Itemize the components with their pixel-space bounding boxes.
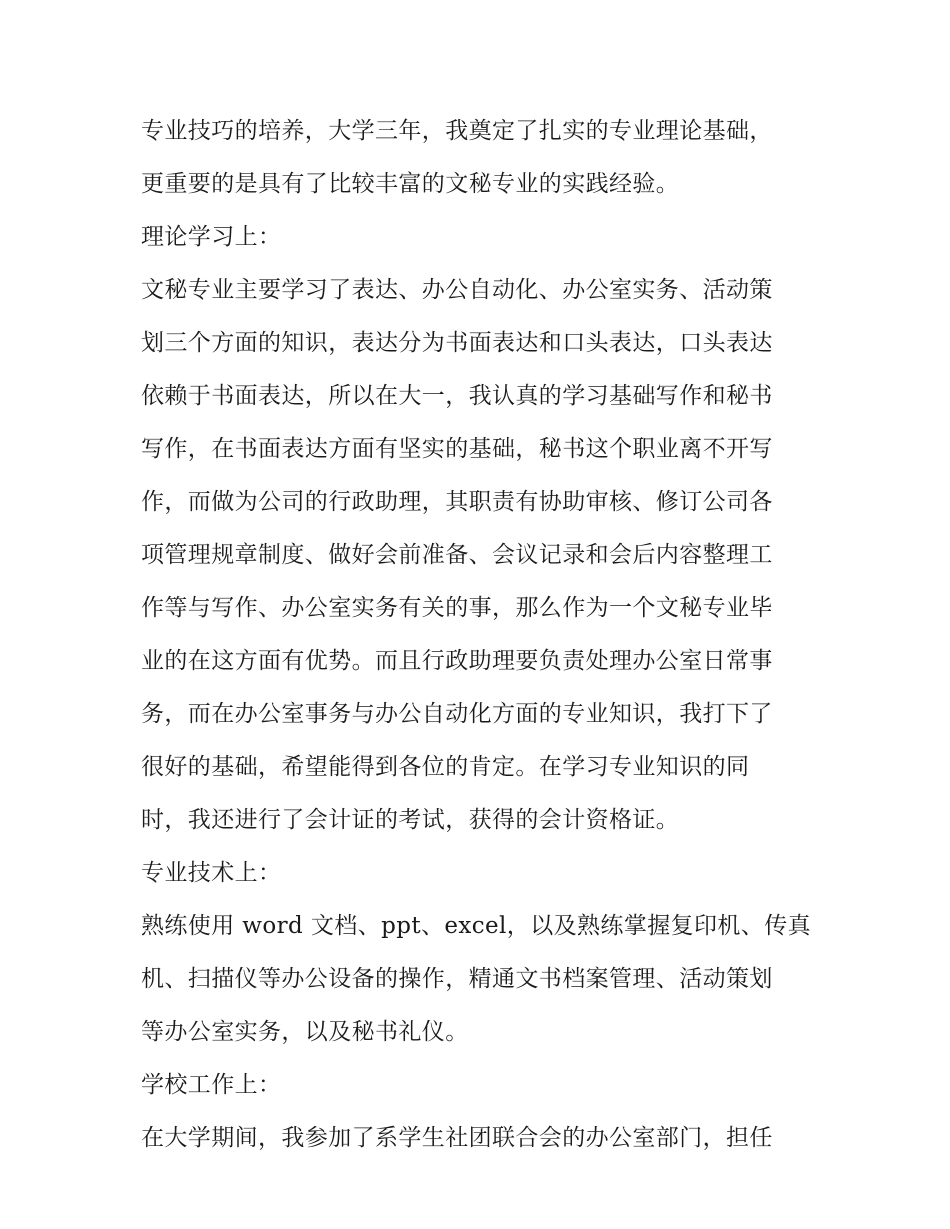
text-line: 作，而做为公司的行政助理，其职责有协助审核、修订公司各 xyxy=(141,489,773,515)
text-line: 划三个方面的知识，表达分为书面表达和口头表达，口头表达 xyxy=(141,330,773,356)
text-line: 业的在这方面有优势。而且行政助理要负责处理办公室日常事 xyxy=(141,648,773,674)
text-line: 等办公室实务，以及秘书礼仪。 xyxy=(141,1019,469,1045)
text-line: 在大学期间，我参加了系学生社团联合会的办公室部门，担任 xyxy=(141,1125,773,1151)
body-text xyxy=(141,108,813,1168)
text-line: 写作，在书面表达方面有坚实的基础，秘书这个职业离不开写 xyxy=(141,436,773,462)
section-heading-school-work: 学校工作上： xyxy=(141,1072,282,1098)
text-line: 项管理规章制度、做好会前准备、会议记录和会后内容整理工 xyxy=(141,542,773,568)
text-line: 专业技巧的培养，大学三年，我奠定了扎实的专业理论基础， xyxy=(141,118,773,144)
text-line: 务，而在办公室事务与办公自动化方面的专业知识，我打下了 xyxy=(141,701,773,727)
text-line: 熟练使用 word 文档、ppt、excel，以及熟练掌握复印机、传真 xyxy=(141,913,811,939)
text-line: 依赖于书面表达，所以在大一，我认真的学习基础写作和秘书 xyxy=(141,383,773,409)
text-line: 更重要的是具有了比较丰富的文秘专业的实践经验。 xyxy=(141,171,680,197)
text-line: 很好的基础，希望能得到各位的肯定。在学习专业知识的同 xyxy=(141,754,750,780)
text-line: 机、扫描仪等办公设备的操作，精通文书档案管理、活动策划 xyxy=(141,966,773,992)
text-line: 时，我还进行了会计证的考试，获得的会计资格证。 xyxy=(141,807,680,833)
text-line: 文秘专业主要学习了表达、办公自动化、办公室实务、活动策 xyxy=(141,277,773,303)
section-heading-skills: 专业技术上： xyxy=(141,860,282,886)
section-heading-theory: 理论学习上： xyxy=(141,224,282,250)
text-line: 作等与写作、办公室实务有关的事，那么作为一个文秘专业毕 xyxy=(141,595,773,621)
